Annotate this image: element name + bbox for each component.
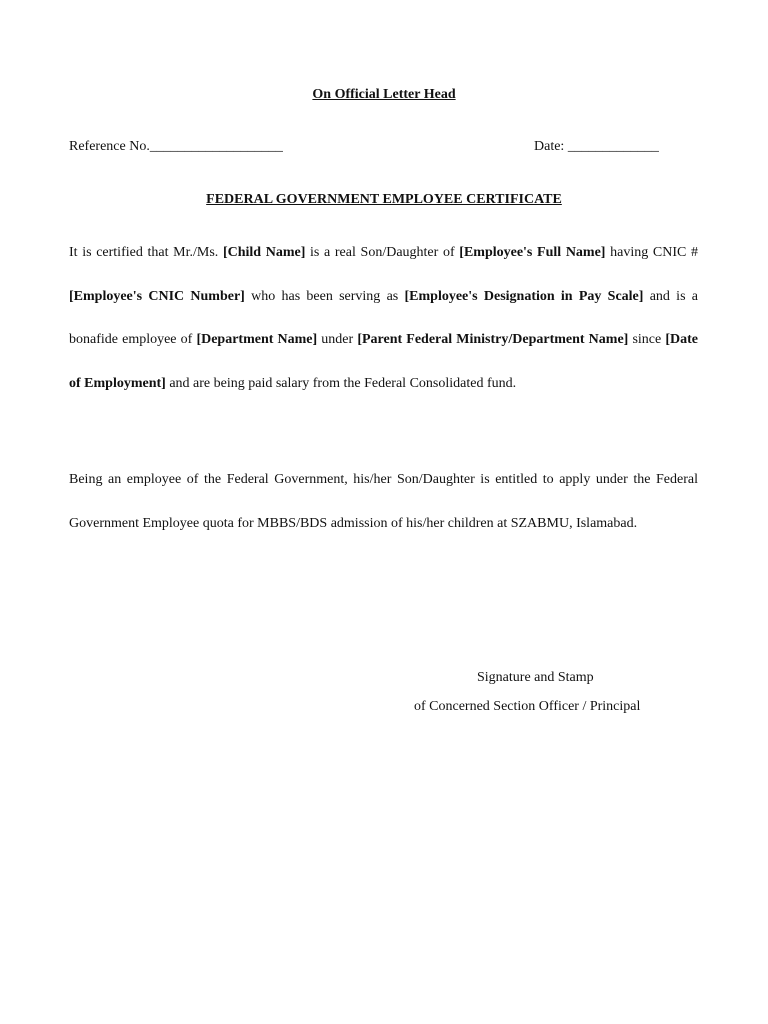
employee-designation-placeholder: [Employee's Designation in Pay Scale] bbox=[404, 288, 644, 304]
paragraph-text: who has been serving as bbox=[244, 288, 405, 304]
letterhead-text: On Official Letter Head bbox=[312, 87, 456, 102]
reference-number-field: Reference No.___________________ bbox=[69, 139, 283, 154]
paragraph-text: and is a bonafide employee of bbox=[69, 288, 698, 348]
paragraph-text: since bbox=[628, 332, 666, 348]
child-name-placeholder: [Child Name] bbox=[222, 245, 306, 260]
paragraph-text: and are being paid salary from the Federal Consolidated fund. bbox=[165, 375, 517, 391]
entitlement-paragraph: Being an employee of the Federal Government, his/her Son/Daughter is entitled to apply under the Federal Government Employee quota for MBBS/BDS admission of his/her children at SZABMU, Islamabad. bbox=[69, 472, 698, 531]
certificate-title bbox=[0, 192, 768, 208]
signature-block bbox=[414, 663, 684, 721]
certification-paragraph bbox=[69, 231, 698, 405]
employee-full-name-placeholder: [Employee's Full Name] bbox=[459, 245, 606, 260]
date-of-employment-placeholder: [Date of Employment] bbox=[69, 332, 699, 391]
paragraph-text: is a real Son/Daughter of bbox=[305, 245, 460, 260]
date-field: Date: _____________ bbox=[534, 139, 659, 154]
signature-and-stamp-label: Signature and Stamp bbox=[477, 670, 594, 685]
paragraph-text: having CNIC # bbox=[605, 245, 698, 260]
department-name-placeholder: [Department Name] bbox=[196, 332, 318, 348]
paragraph-text: under bbox=[317, 332, 358, 348]
letterhead-heading bbox=[0, 87, 768, 103]
parent-ministry-placeholder: [Parent Federal Ministry/Department Name] bbox=[357, 332, 629, 348]
employee-cnic-placeholder: [Employee's CNIC Number] bbox=[69, 288, 245, 304]
certificate-title-text: FEDERAL GOVERNMENT EMPLOYEE CERTIFICATE bbox=[206, 192, 562, 207]
section-officer-label: of Concerned Section Officer / Principal bbox=[414, 699, 641, 714]
paragraph-text: It is certified that Mr./Ms. bbox=[69, 245, 223, 260]
